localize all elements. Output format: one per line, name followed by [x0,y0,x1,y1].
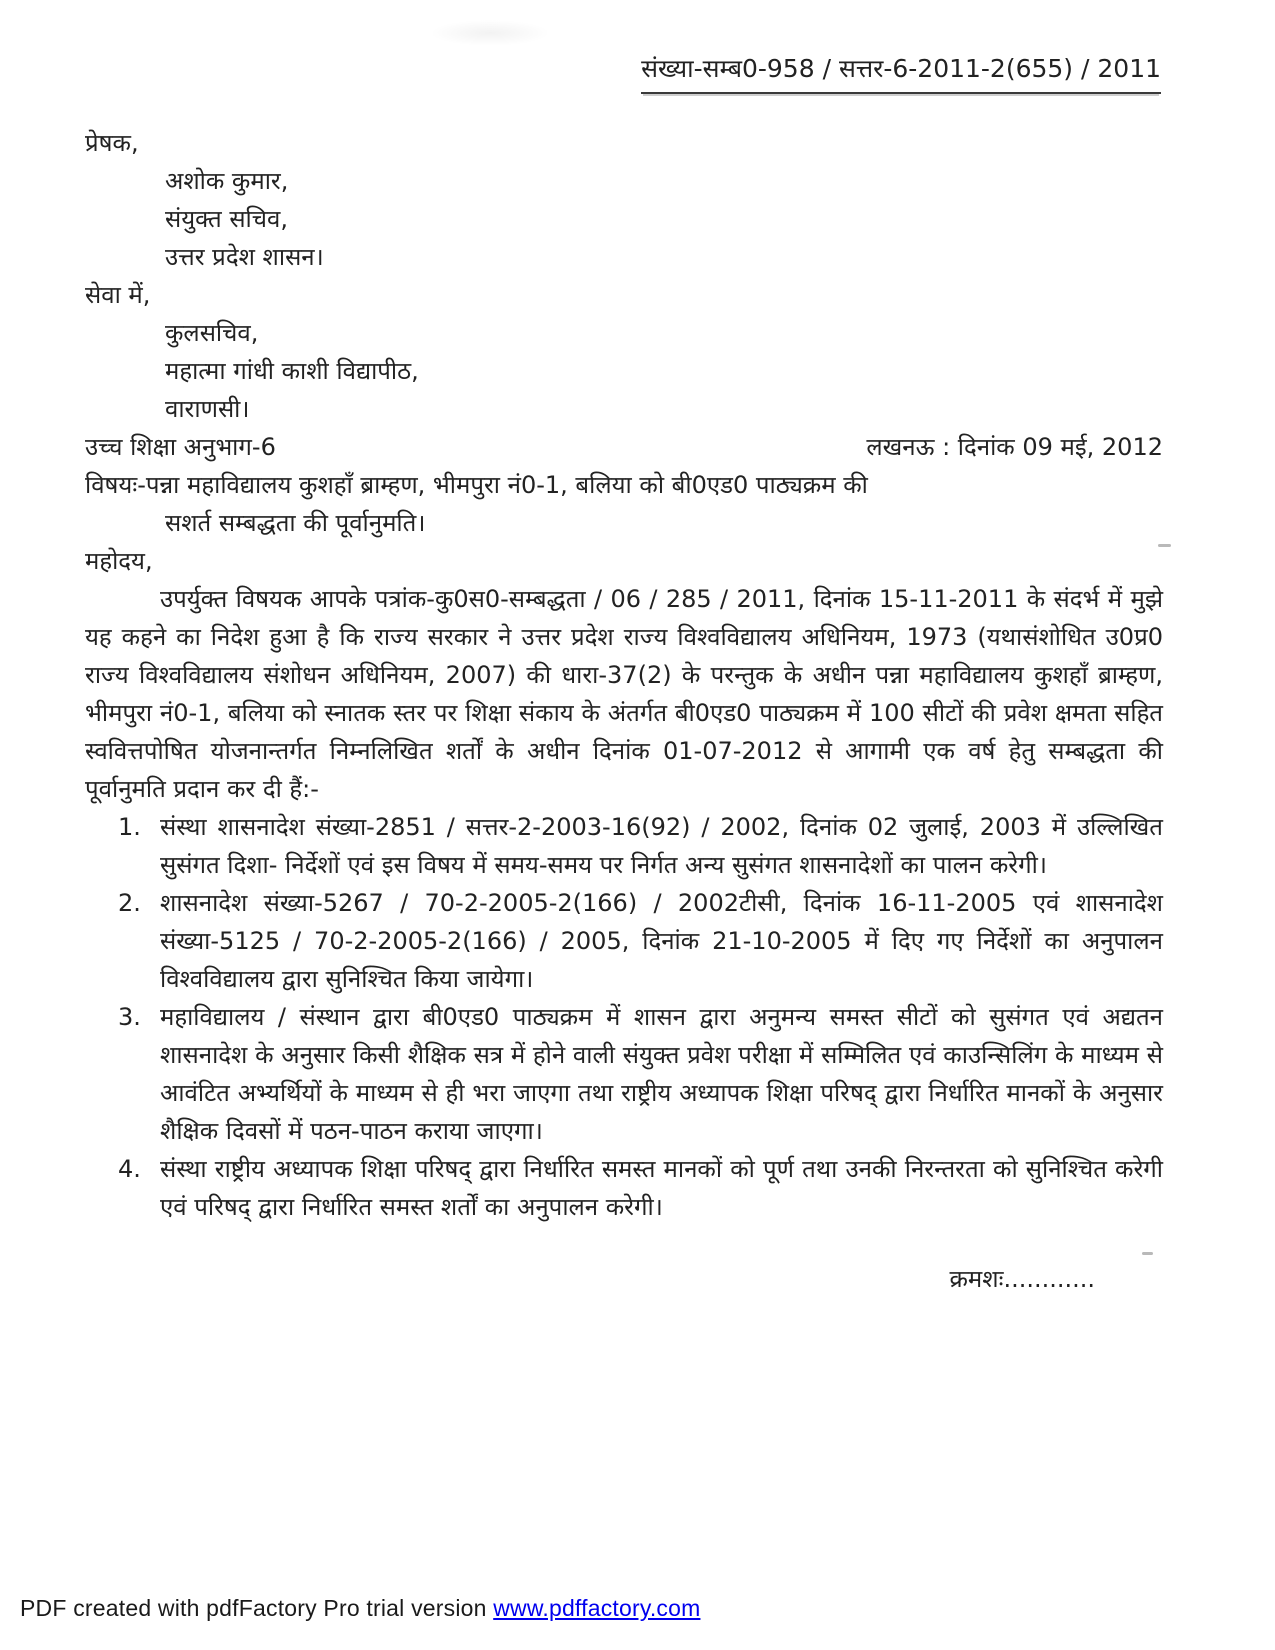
sender-organization: उत्तर प्रदेश शासन। [165,243,324,271]
recipient-city: वाराणसी। [165,395,250,423]
recipient-block [85,276,1163,428]
recipient-designation: कुलसचिव, [165,319,259,347]
salutation: महोदय, [85,547,153,575]
recipient-label: सेवा में, [85,281,151,309]
footer-text: PDF created with pdfFactory Pro trial version [20,1595,494,1621]
condition-item-1 [85,808,1163,884]
condition-number: 2. [118,889,141,917]
pdffactory-link[interactable]: www.pdffactory.com [493,1595,701,1621]
recipient-institution: महात्मा गांधी काशी विद्यापीठ, [165,357,419,385]
condition-number: 4. [118,1155,141,1183]
scan-smudge [430,20,550,46]
section-date-row [85,428,1163,466]
condition-number: 1. [118,813,141,841]
subject-line-1 [85,466,1163,504]
sender-block [85,124,1163,276]
sender-label: प्रेषक, [85,129,139,157]
condition-item-2 [85,884,1163,998]
body-paragraph: उपर्युक्त विषयक आपके पत्रांक-कु0स0-सम्बद्धता / 06 / 285 / 2011, दिनांक 15-11-2011 के संदर्भ में मुझे यह कहने का निदेश हुआ है कि राज्य सरकार ने उत्तर प्रदेश राज्य विश्वविद्यालय अधिनियम, 1973 (यथासंशोधित उ0प्र0 राज्य विश्वविद्यालय संशोधन अधिनियम, 2007) की धारा-37(2) के परन्तुक के अधीन पन्ना महाविद्यालय कुशहाँ ब्राम्हण, भीमपुरा नं0-1, बलिया को स्नातक स्तर पर शिक्षा संकाय के अंतर्गत बी0एड0 पाठ्यक्रम में 100 सीटों की प्रवेश क्षमता सहित स्ववित्तपोषित योजनान्तर्गत निम्नलिखित शर्तों के अधीन दिनांक 01-07-2012 से आगामी एक वर्ष हेतु सम्बद्धता की पूर्वानुमति प्रदान कर दी हैं:- [85,585,1163,803]
condition-text: शासनादेश संख्या-5267 / 70-2-2005-2(166) / 2002टीसी, दिनांक 16-11-2005 एवं शासनादेश संख्या-5125 / 70-2-2005-2(166) / 2005, दिनांक 21-10-2005 में दिए गए निर्देशों का अनुपालन विश्वविद्यालय द्वारा सुनिश्चित किया जायेगा। [160,889,1163,993]
subject-line-2: सशर्त सम्बद्धता की पूर्वानुमति। [165,509,426,537]
conditions-list [85,808,1163,1226]
condition-item-4 [85,1150,1163,1226]
sender-name: अशोक कुमार, [165,167,289,195]
subject-label: विषयः- [85,471,146,499]
letter-content [85,50,1163,1298]
continuation-note: क्रमशः............ [949,1265,1095,1293]
subject-block [85,466,1163,542]
subject-text: पन्ना महाविद्यालय कुशहाँ ब्राम्हण, भीमपुरा नं0-1, बलिया को बी0एड0 पाठ्यक्रम की [145,471,868,499]
condition-text: संस्था शासनादेश संख्या-2851 / सत्तर-2-2003-16(92) / 2002, दिनांक 02 जुलाई, 2003 में उल्लिखित सुसंगत दिशा- निर्देशों एवं इस विषय में समय-समय पर निर्गत अन्य सुसंगत शासनादेशों का पालन करेगी। [160,813,1163,879]
pdf-factory-footer [20,1595,700,1622]
sender-designation: संयुक्त सचिव, [165,205,288,233]
condition-item-3 [85,998,1163,1150]
place-and-date: लखनऊ : दिनांक 09 मई, 2012 [866,433,1163,461]
condition-text: संस्था राष्ट्रीय अध्यापक शिक्षा परिषद् द्वारा निर्धारित समस्त मानकों को पूर्ण तथा उनकी निरन्तरता को सुनिश्चित करेगी एवं परिषद् द्वारा निर्धारित समस्त शर्तों का अनुपालन करेगी। [160,1155,1163,1221]
condition-number: 3. [118,1003,141,1031]
condition-text: महाविद्यालय / संस्थान द्वारा बी0एड0 पाठ्यक्रम में शासन द्वारा अनुमन्य समस्त सीटों को सुसंगत एवं अद्यतन शासनादेश के अनुसार किसी शैक्षिक सत्र में होने वाली संयुक्त प्रवेश परीक्षा में सम्मिलित एवं काउन्सिलिंग के माध्यम से आवंटित अभ्यर्थियों के माध्यम से ही भरा जाएगा तथा राष्ट्रीय अध्यापक शिक्षा परिषद् द्वारा निर्धारित मानकों के अनुसार शैक्षिक दिवसों में पठन-पाठन कराया जाएगा। [160,1003,1163,1145]
reference-number-row [85,50,1163,94]
section-name: उच्च शिक्षा अनुभाग-6 [85,433,276,461]
reference-number: संख्या-सम्ब0-958 / सत्तर-6-2011-2(655) / 2011 [641,50,1161,94]
